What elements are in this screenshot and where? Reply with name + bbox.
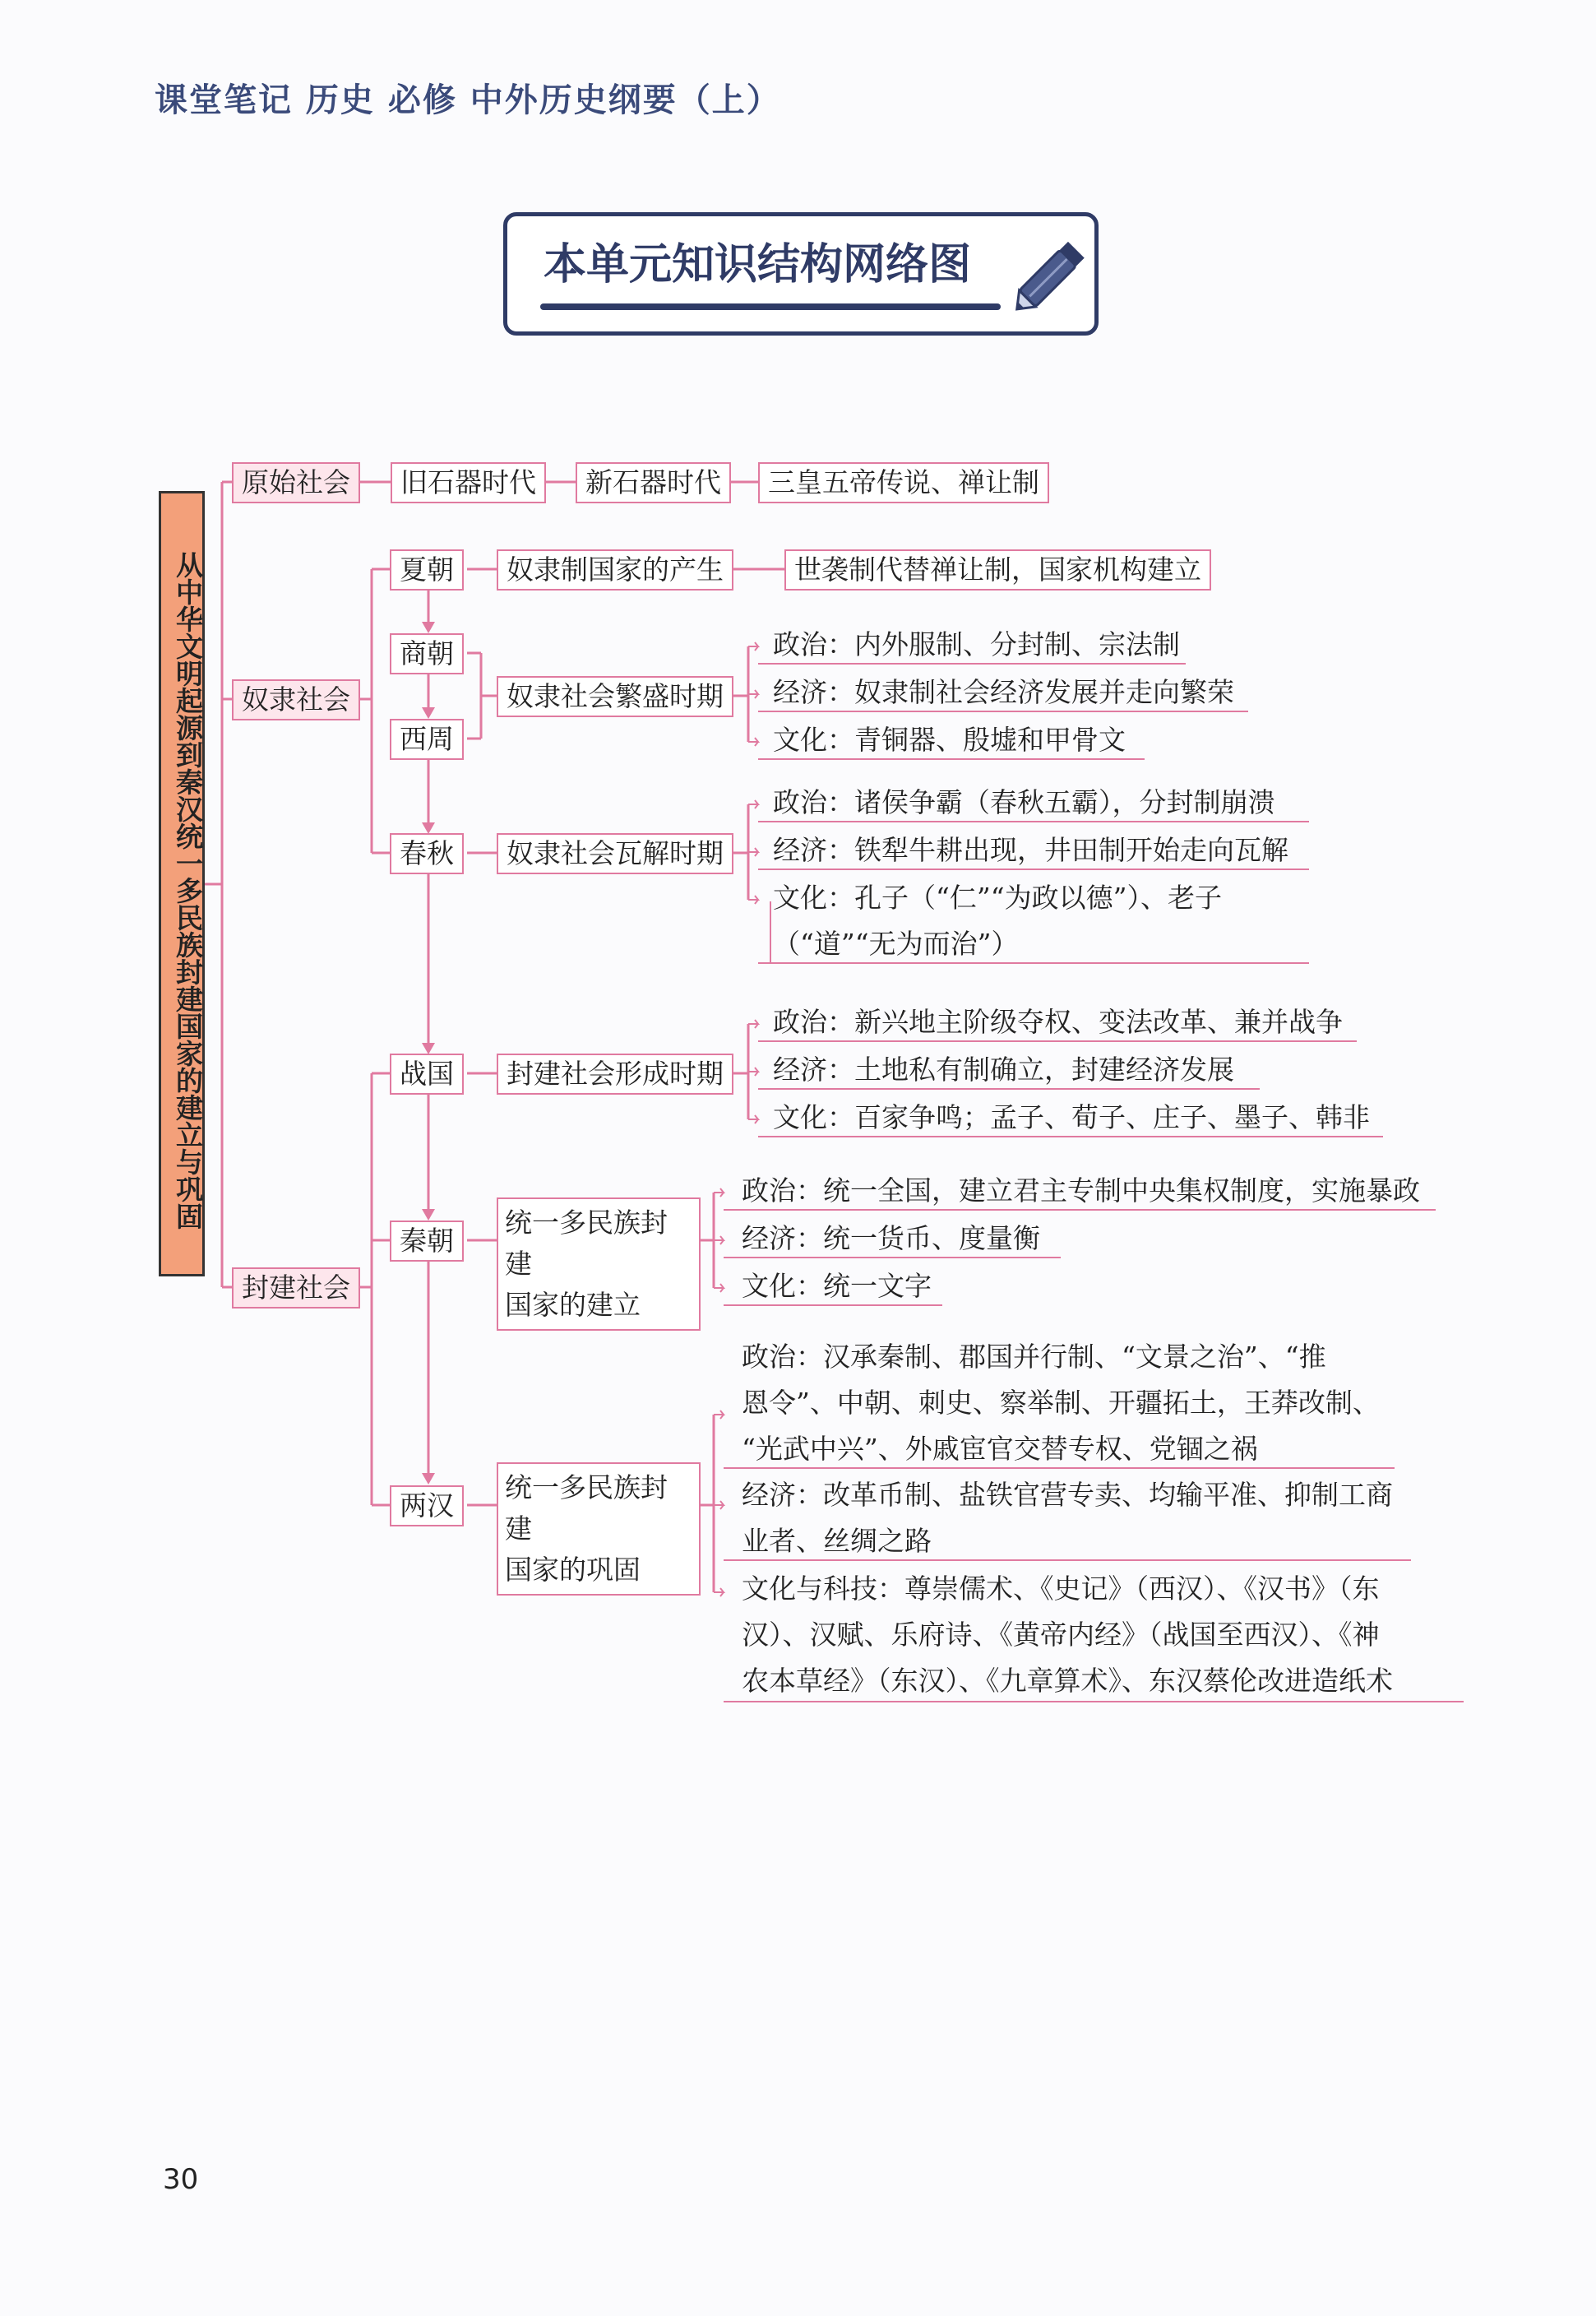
node-line: 统一多民族封建 <box>505 1471 668 1545</box>
underline <box>758 711 1248 712</box>
underline <box>758 1088 1260 1090</box>
qin-politics: 政治：统一全国，建立君主专制中央集权制度，实施暴政 <box>742 1174 1420 1207</box>
han-culture-3: 农本草经》（东汉）、《九章算术》、东汉蔡伦改进造纸术 <box>742 1665 1393 1697</box>
underline <box>758 758 1145 760</box>
chunqiu-politics: 政治：诸侯争霸（春秋五霸），分封制崩溃 <box>773 786 1275 818</box>
han-economy-2: 业者、丝绸之路 <box>742 1525 932 1557</box>
node-line: 统一多民族封建 <box>505 1207 668 1280</box>
dynasty-shang: 商朝 <box>390 633 464 674</box>
prosper-politics: 政治：内外服制、分封制、宗法制 <box>773 628 1180 660</box>
diagram-title: 本单元知识结构网络图 <box>543 240 971 290</box>
underline <box>758 821 1309 822</box>
root-topic: 从中华文明起源到秦汉统一多民族封建国家的建立与巩固 <box>159 491 205 1276</box>
node-feudal-formation: 封建社会形成时期 <box>497 1054 733 1095</box>
han-economy-1: 经济：改革币制、盐铁官营专卖、均输平准、抑制工商 <box>742 1479 1393 1511</box>
dynasty-xizhou: 西周 <box>390 719 464 760</box>
underline <box>758 962 1309 964</box>
prosper-economy: 经济：奴隶制社会经济发展并走向繁荣 <box>773 676 1234 708</box>
page-number: 30 <box>163 2163 199 2196</box>
dynasty-xia: 夏朝 <box>390 549 464 591</box>
qin-culture: 文化：统一文字 <box>742 1270 932 1302</box>
stage-paleolithic: 旧石器时代 <box>391 462 546 503</box>
node-unified-consolidate <box>497 1462 701 1596</box>
node-slave-decline: 奴隶社会瓦解时期 <box>497 833 733 874</box>
zhanguo-economy: 经济：土地私有制确立，封建经济发展 <box>773 1054 1234 1086</box>
node-slave-society: 奴隶社会 <box>232 679 360 720</box>
node-slave-prosper: 奴隶社会繁盛时期 <box>497 676 733 717</box>
han-politics-1: 政治：汉承秦制、郡国并行制、“文景之治”、“推 <box>742 1341 1326 1373</box>
han-politics-2: 恩令”、中朝、刺史、察举制、开疆拓土，王莽改制、 <box>742 1387 1380 1419</box>
stage-legend: 三皇五帝传说、禅让制 <box>758 462 1049 503</box>
underline <box>724 1304 942 1306</box>
page-header: 课堂笔记 历史 必修 中外历史纲要（上） <box>155 81 781 119</box>
dynasty-zhanguo: 战国 <box>390 1054 464 1095</box>
underline <box>758 1136 1383 1137</box>
node-slave-state: 奴隶制国家的产生 <box>497 549 733 591</box>
node-primitive-society: 原始社会 <box>232 462 360 503</box>
underline <box>724 1467 1395 1469</box>
node-feudal-society: 封建社会 <box>232 1267 360 1309</box>
dynasty-qin: 秦朝 <box>390 1221 464 1262</box>
zhanguo-politics: 政治：新兴地主阶级夺权、变法改革、兼并战争 <box>773 1006 1343 1038</box>
underline <box>724 1257 1061 1258</box>
chunqiu-culture: 文化：孔子（“仁”“为政以德”）、老子 <box>773 882 1222 914</box>
node-line: 国家的巩固 <box>505 1554 641 1586</box>
underline <box>758 1040 1357 1042</box>
qin-economy: 经济：统一货币、度量衡 <box>742 1222 1040 1254</box>
dynasty-chunqiu: 春秋 <box>390 833 464 874</box>
han-culture-1: 文化与科技：尊崇儒术、《史记》（西汉）、《汉书》（东 <box>742 1573 1380 1605</box>
chunqiu-economy: 经济：铁犁牛耕出现，井田制开始走向瓦解 <box>773 834 1288 866</box>
underline <box>724 1701 1464 1702</box>
chunqiu-culture-cont: （“道”“无为而治”） <box>773 928 1019 960</box>
underline <box>724 1559 1411 1561</box>
zhanguo-culture: 文化：百家争鸣；孟子、荀子、庄子、墨子、韩非 <box>773 1101 1370 1133</box>
han-culture-2: 汉）、汉赋、乐府诗、《黄帝内经》（战国至西汉）、《神 <box>742 1619 1380 1651</box>
underline <box>724 1209 1436 1211</box>
node-unified-establish <box>497 1197 701 1331</box>
dynasty-han: 两汉 <box>390 1485 464 1526</box>
node-line: 国家的建立 <box>505 1289 641 1321</box>
bracket-line <box>770 901 771 962</box>
stage-neolithic: 新石器时代 <box>576 462 731 503</box>
han-politics-3: “光武中兴”、外戚宦官交替专权、党锢之祸 <box>742 1433 1258 1465</box>
underline <box>758 663 1186 665</box>
underline <box>758 868 1309 870</box>
xia-result: 世袭制代替禅让制，国家机构建立 <box>784 549 1211 591</box>
prosper-culture: 文化：青铜器、殷墟和甲骨文 <box>773 724 1126 756</box>
